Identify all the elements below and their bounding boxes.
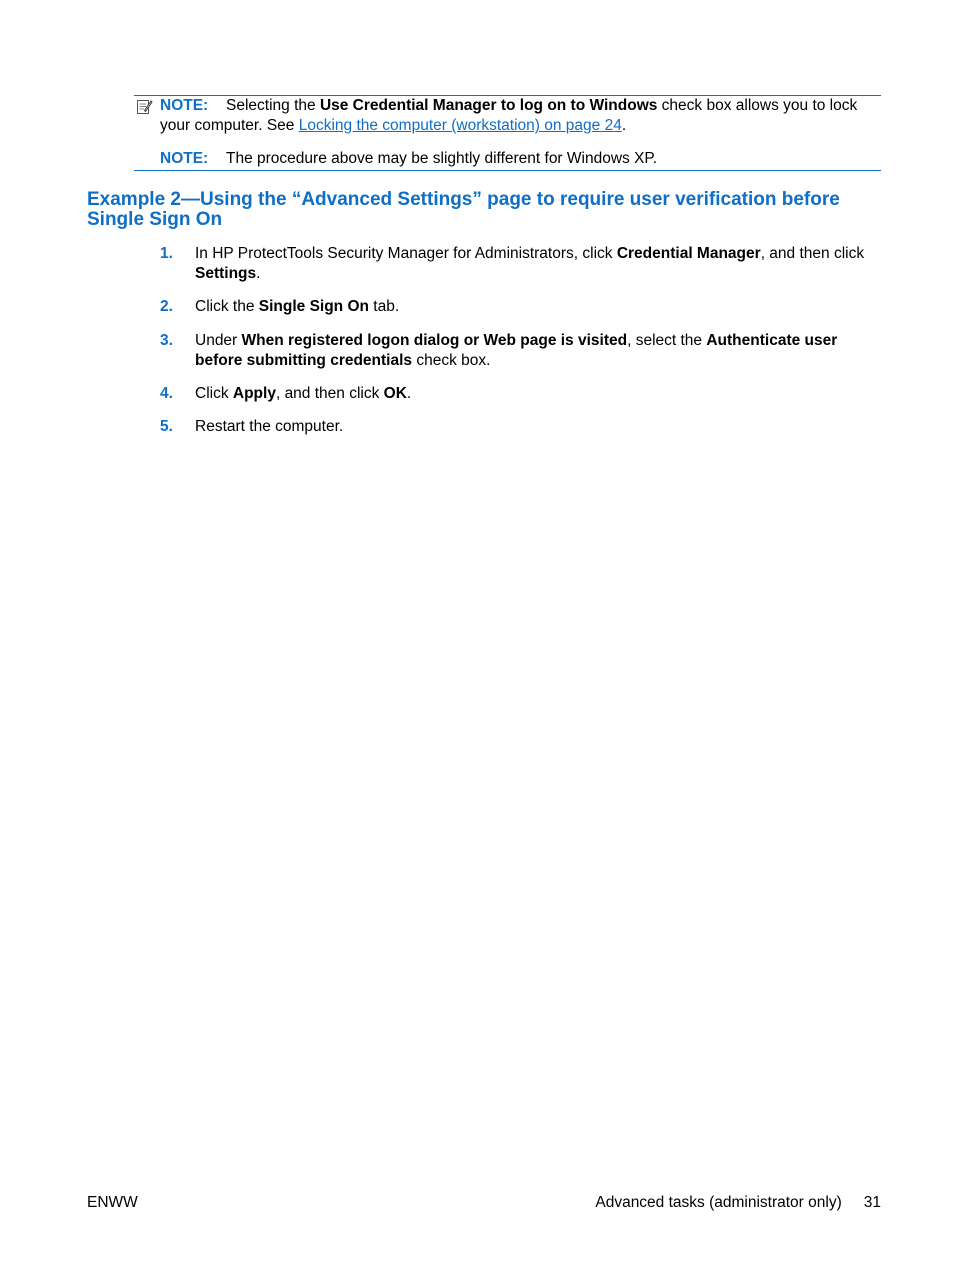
note-1-line-2-suffix: . — [621, 117, 627, 134]
step-number: 5. — [160, 418, 173, 435]
footer-right — [595, 1193, 881, 1213]
note-1-line-2-prefix: your computer. See — [160, 117, 299, 134]
list-item — [160, 417, 885, 437]
list-item — [160, 244, 885, 283]
step-number: 2. — [160, 298, 173, 315]
page-number: 31 — [863, 1194, 881, 1211]
step-text-part: , select the — [627, 332, 707, 349]
step-text-part: . — [256, 264, 261, 282]
note-2-text: The procedure above may be slightly different for Windows XP. — [226, 150, 658, 167]
list-item — [160, 297, 885, 317]
step-text — [195, 384, 885, 404]
list-item — [160, 384, 885, 404]
note-label: NOTE: — [160, 150, 209, 167]
step-text-part: In HP ProtectTools Security Manager for Administrators, click — [195, 245, 617, 262]
step-text-part: Click the — [195, 298, 259, 315]
step-bold-term: When registered logon dialog or Web page is visited — [241, 332, 628, 349]
step-text — [195, 297, 885, 317]
footer-left: ENWW — [87, 1194, 138, 1211]
step-text-part: check box. — [412, 351, 491, 369]
step-number: 1. — [160, 245, 173, 262]
step-number: 4. — [160, 385, 173, 402]
note-1-line-1 — [160, 96, 857, 116]
step-text-part: Restart the computer. — [195, 418, 344, 435]
step-text-part: . — [406, 385, 412, 402]
step-bold-term: Single Sign On — [258, 298, 369, 315]
note-1-bold-option: Use Credential Manager to log on to Windows — [319, 97, 658, 114]
step-number: 3. — [160, 332, 173, 349]
step-text-part: Click — [195, 385, 233, 402]
step-text-part: , and then click — [275, 385, 384, 402]
locking-computer-link[interactable]: Locking the computer (workstation) on page 24 — [298, 117, 622, 134]
section-heading: Example 2—Using the “Advanced Settings” page to require user verification before Single Sign On — [87, 189, 840, 230]
step-bold-term: Authenticate user before submitting credentials — [195, 332, 838, 369]
step-bold-term: OK — [383, 385, 407, 402]
step-bold-term: Credential Manager — [616, 245, 761, 262]
step-text — [195, 331, 885, 370]
note-1-text-suffix: check box allows you to lock — [657, 97, 858, 114]
step-bold-term: Apply — [232, 385, 276, 402]
step-text — [195, 417, 885, 437]
step-text — [195, 244, 885, 283]
step-text-part: tab. — [368, 298, 400, 315]
list-item — [160, 331, 885, 370]
note-1-line-2 — [160, 116, 626, 136]
note-2 — [160, 149, 657, 169]
footer-chapter-title: Advanced tasks (administrator only) — [595, 1194, 842, 1211]
note-box — [134, 95, 881, 171]
note-label: NOTE: — [160, 97, 209, 114]
note-1-text-prefix: Selecting the — [226, 97, 320, 114]
step-text-part: , and then click — [760, 245, 865, 262]
step-text-part: Under — [195, 332, 242, 349]
step-bold-term: Settings — [195, 264, 257, 282]
note-pencil-icon — [136, 98, 153, 115]
